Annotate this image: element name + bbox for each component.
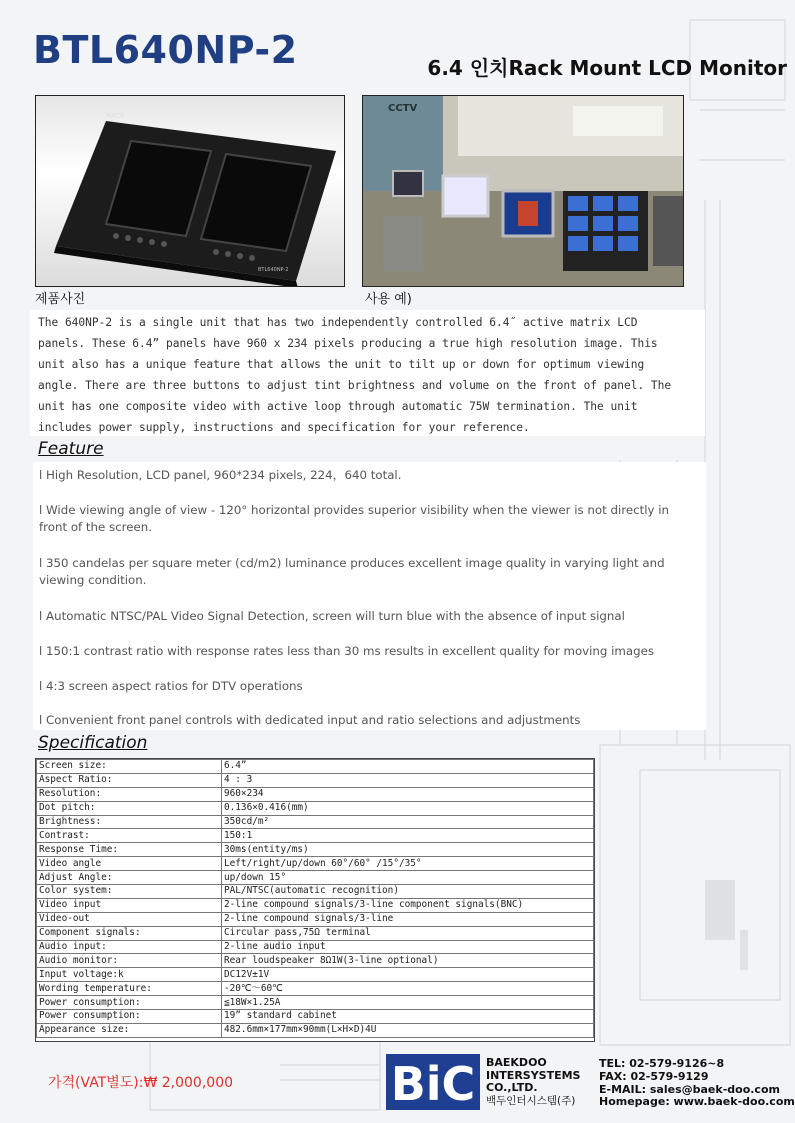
spec-value: Left/right/up/down 60°/60° /15°/35°	[222, 857, 594, 871]
company-name-line: CO.,LTD.	[486, 1081, 538, 1094]
description-line: The 640NP-2 is a single unit that has two independently controlled 6.4˝ active matrix LCD	[38, 316, 638, 329]
spec-value: 150:1	[222, 829, 594, 843]
feature-item: l Convenient front panel controls with dedicated input and ratio selections and adjustments	[39, 713, 581, 727]
spec-label: Appearance size:	[37, 1023, 222, 1037]
spec-value: 482.6mm×177mm×90mm(L×H×D)4U	[222, 1023, 594, 1037]
specification-table	[36, 759, 594, 1038]
spec-label: Adjust Angle:	[37, 871, 222, 885]
table-row	[37, 760, 594, 774]
spec-label: Screen size:	[37, 760, 222, 774]
product-subtitle: 6.4 인치Rack Mount LCD Monitor	[427, 56, 787, 80]
description-line: includes power supply, instructions and specification for your reference.	[38, 421, 530, 434]
usage-sign: CCTV	[388, 103, 418, 114]
table-row	[37, 773, 594, 787]
feature-item: l Wide viewing angle of view - 120° horizontal provides superior visibility when the viewer is not directly in front of the screen.	[39, 503, 669, 534]
table-row	[37, 898, 594, 912]
spec-value: 350cd/m²	[222, 815, 594, 829]
spec-label: Component signals:	[37, 926, 222, 940]
specification-table-wrapper	[35, 758, 595, 1042]
description-line: unit has one composite video with active loop through automatic 75W termination. The unit	[38, 400, 638, 413]
table-row	[37, 912, 594, 926]
spec-value: up/down 15°	[222, 871, 594, 885]
logo-text: BiC	[390, 1057, 476, 1110]
usage-photo	[362, 95, 684, 287]
table-row	[37, 857, 594, 871]
table-row	[37, 815, 594, 829]
contact-homepage[interactable]: Homepage: www.baek-doo.com	[599, 1095, 795, 1109]
description-line: panels. These 6.4” panels have 960 x 234 pixels producing a true high resolution image. This	[38, 337, 658, 350]
table-row	[37, 885, 594, 899]
spec-label: Input voltage:k	[37, 968, 222, 982]
contact-fax: FAX: 02-579-9129	[599, 1069, 709, 1083]
table-row	[37, 940, 594, 954]
table-row	[37, 843, 594, 857]
table-row	[37, 926, 594, 940]
contact-email[interactable]: E-MAIL: sales@baek-doo.com	[599, 1082, 780, 1096]
spec-value: PAL/NTSC(automatic recognition)	[222, 885, 594, 899]
spec-label: Brightness:	[37, 815, 222, 829]
spec-value: Circular pass,75Ω terminal	[222, 926, 594, 940]
company-name-line: BAEKDOO	[486, 1056, 547, 1069]
table-row	[37, 982, 594, 996]
contact-info	[599, 1058, 795, 1109]
company-name-korean: 백두인터시스템(주)	[486, 1094, 576, 1107]
product-description	[30, 310, 705, 436]
table-row	[37, 787, 594, 801]
spec-label: Dot pitch:	[37, 801, 222, 815]
feature-heading: Feature	[38, 439, 104, 459]
feature-item: l 4:3 screen aspect ratios for DTV operations	[39, 679, 303, 693]
product-photo	[35, 95, 345, 287]
spec-value: 30ms(entity/ms)	[222, 843, 594, 857]
spec-label: Color system:	[37, 885, 222, 899]
table-row	[37, 954, 594, 968]
spec-value: ≦18W×1.25A	[222, 996, 594, 1010]
feature-item: l 350 candelas per square meter (cd/m2) luminance produces excellent image quality in varying light and viewing condition.	[39, 556, 665, 587]
table-row	[37, 801, 594, 815]
table-row	[37, 1010, 594, 1024]
spec-value: -20℃～60℃	[222, 982, 594, 996]
table-row	[37, 871, 594, 885]
feature-list	[33, 462, 706, 730]
price-label: 가격(VAT별도):₩ 2,000,000	[48, 1075, 234, 1091]
company-name-line: INTERSYSTEMS	[486, 1068, 581, 1082]
spec-value: Rear loudspeaker 8Ω1W(3-line optional)	[222, 954, 594, 968]
spec-label: Audio monitor:	[37, 954, 222, 968]
product-model-tag: BTL640NP-2	[258, 267, 289, 273]
description-line: unit also has a unique feature that allows the unit to tilt up or down for optimum viewing	[38, 358, 645, 371]
spec-label: Power consumption:	[37, 996, 222, 1010]
spec-label: Response Time:	[37, 843, 222, 857]
spec-value: 2-line audio input	[222, 940, 594, 954]
spec-label: Video-out	[37, 912, 222, 926]
feature-item: l Automatic NTSC/PAL Video Signal Detection, screen will turn blue with the absence of input signal	[39, 609, 625, 623]
contact-tel: TEL: 02-579-9126~8	[599, 1057, 725, 1070]
spec-value: 6.4”	[222, 760, 594, 774]
product-photo-caption: 제품사진	[35, 292, 86, 307]
company-name	[486, 1057, 580, 1107]
spec-value: 2-line compound signals/3-line component signals(BNC)	[222, 898, 594, 912]
spec-label: Video input	[37, 898, 222, 912]
table-row	[37, 829, 594, 843]
spec-value: 4 : 3	[222, 773, 594, 787]
spec-label: Wording temperature:	[37, 982, 222, 996]
product-title: BTL640NP-2	[33, 28, 298, 72]
description-line: angle. There are three buttons to adjust tint brightness and volume on the front of panel. The	[38, 379, 672, 392]
spec-value: 0.136×0.416(mm)	[222, 801, 594, 815]
spec-value: DC12V±1V	[222, 968, 594, 982]
company-logo	[386, 1054, 480, 1110]
spec-value: 19” standard cabinet	[222, 1010, 594, 1024]
usage-photo-caption: 사용 예)	[365, 292, 412, 307]
product-badge: RACK	[106, 112, 125, 120]
spec-value: 2-line compound signals/3-line	[222, 912, 594, 926]
spec-label: Aspect Ratio:	[37, 773, 222, 787]
table-row	[37, 968, 594, 982]
table-row	[37, 1023, 594, 1037]
specification-heading: Specification	[38, 733, 148, 753]
spec-label: Contrast:	[37, 829, 222, 843]
spec-label: Audio input:	[37, 940, 222, 954]
feature-item: l 150:1 contrast ratio with response rates less than 30 ms results in excellent quality for moving images	[39, 644, 655, 658]
spec-label: Video angle	[37, 857, 222, 871]
table-row	[37, 996, 594, 1010]
feature-item: l High Resolution, LCD panel, 960*234 pixels, 224，640 total.	[39, 468, 402, 482]
spec-label: Power consumption:	[37, 1010, 222, 1024]
spec-value: 960×234	[222, 787, 594, 801]
spec-label: Resolution:	[37, 787, 222, 801]
